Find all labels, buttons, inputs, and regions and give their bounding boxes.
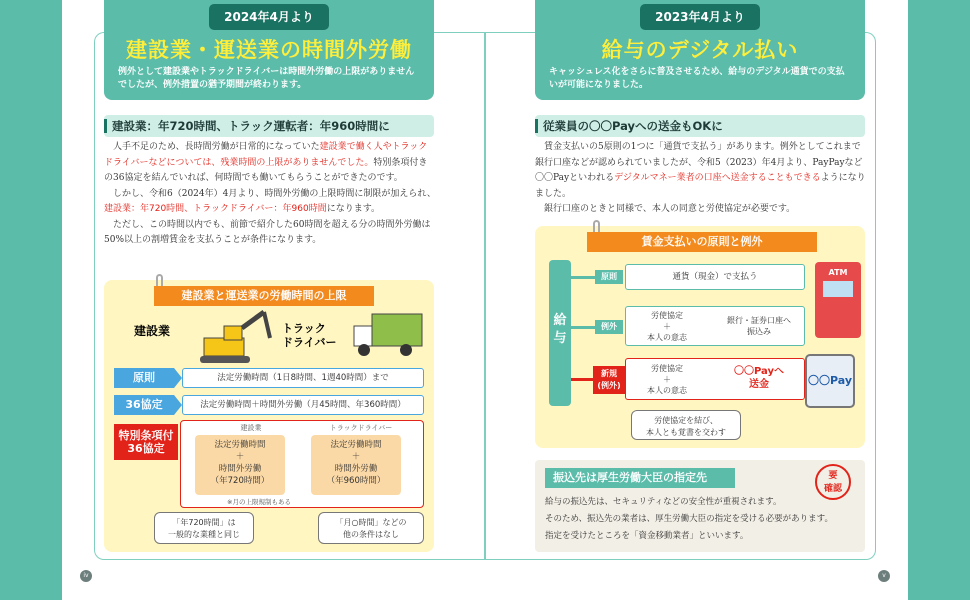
date-tab: 2023年4月より bbox=[640, 4, 760, 30]
para2-b: になります。 bbox=[326, 204, 381, 214]
para1-a: 人手不足のため、長時間労働が日常的になっていた bbox=[113, 142, 320, 152]
callout-960: 「月○時間」などの 他の条件はなし bbox=[318, 512, 424, 544]
rule-principle: 原則 bbox=[114, 368, 174, 388]
exception-result: 銀行・証券口座へ 振込み bbox=[727, 316, 791, 336]
new-cond: 労使協定 ＋ 本人の意志 bbox=[647, 364, 687, 395]
section-heading: 従業員の〇〇Payへの送金もOKに bbox=[535, 115, 865, 137]
construction-label: 建設業 bbox=[134, 324, 171, 338]
atm-icon bbox=[815, 262, 861, 338]
left-page bbox=[62, 0, 485, 600]
right-page bbox=[485, 0, 908, 600]
note-line: そのため、振込先の業者は、厚生労働大臣の指定を受ける必要があります。 bbox=[545, 514, 833, 524]
para1-a: 賃金支払いの5原則の1つに「通貨で支払う」があります。例外としてこれまで銀行口座などが認められていましたが、令和5（2023）年4月より、PayPayなど〇〇Payといわれる bbox=[535, 142, 863, 183]
designation-note bbox=[535, 460, 865, 552]
tag-exception: 例外 bbox=[595, 320, 623, 334]
tag-new: 新規 (例外) bbox=[593, 366, 625, 394]
monthly-note: ※月の上限規制もある bbox=[227, 498, 291, 506]
diagram-ribbon: 建設業と運送業の労働時間の上限 bbox=[154, 286, 374, 306]
body-text bbox=[104, 140, 436, 249]
section-heading: 建設業：年720時間、トラック運転者：年960時間に bbox=[104, 115, 434, 137]
atm-label: ATM bbox=[828, 268, 848, 277]
left-header bbox=[104, 0, 434, 100]
para2-red: 建設業：年720時間、トラックドライバー：年960時間 bbox=[104, 204, 327, 214]
truck-label: トラック ドライバー bbox=[282, 322, 337, 349]
lead-text: キャッシュレス化をさらに普及させるため、給与のデジタル通貨での支払いが可能になりました。 bbox=[549, 67, 845, 90]
arrow bbox=[571, 276, 595, 279]
special-box bbox=[180, 420, 424, 508]
para2-a: しかし、令和6（2024年）4月より、時間外労働の上限時間に制限が加えられ、 bbox=[113, 188, 436, 199]
rule-36-text: 法定労働時間＋時間外労働（月45時間、年360時間） bbox=[182, 395, 424, 415]
date-tab: 2024年4月より bbox=[209, 4, 329, 30]
tag-principle: 原則 bbox=[595, 270, 623, 284]
diagram-ribbon: 賃金支払いの原則と例外 bbox=[587, 232, 817, 252]
exception-cond: 労使協定 ＋ 本人の意志 bbox=[647, 311, 687, 342]
note-heading: 振込先は厚生労働大臣の指定先 bbox=[545, 468, 735, 488]
callout-720: 「年720時間」は 一般的な業種と同じ bbox=[154, 512, 254, 544]
arrow bbox=[571, 326, 595, 329]
rule-36: 36協定 bbox=[114, 395, 174, 415]
salary-bar: 給 与 bbox=[549, 260, 571, 406]
new-box bbox=[625, 358, 805, 400]
page-title: 建設業・運送業の時間外労働 bbox=[126, 38, 412, 62]
truck-icon bbox=[350, 310, 426, 360]
arrow bbox=[571, 378, 595, 381]
lead-text: 例外として建設業やトラックドライバーは時間外労働の上限がありませんでしたが、例外措置の猶予期間が終わります。 bbox=[118, 67, 415, 90]
note-line: 指定を受けたところを「資金移動業者」といいます。 bbox=[545, 531, 749, 541]
right-header bbox=[535, 0, 865, 100]
principle-box: 通貨（現金）で支払う bbox=[625, 264, 805, 290]
pay-label: 〇〇Pay bbox=[807, 374, 853, 387]
para2: 銀行口座のときと同様で、本人の同意と労使協定が必要です。 bbox=[544, 204, 796, 214]
sub-construction: 建設業 bbox=[240, 424, 262, 432]
para3: ただし、この時間以内でも、前節で紹介した60時間を超える分の時間外労働は50%以上の割増賃金を支払うことが条件になります。 bbox=[104, 219, 431, 245]
page-number: v bbox=[878, 570, 890, 582]
confirm-stamp: 要 確認 bbox=[815, 464, 851, 500]
agreement-callout: 労使協定を結び、 本人とも覚書を交わす bbox=[631, 410, 741, 440]
body-text bbox=[535, 140, 867, 218]
page-number: iv bbox=[80, 570, 92, 582]
new-result: 〇〇Payへ 送金 bbox=[733, 366, 785, 390]
principle-text: 法定労働時間（1日8時間、1週40時間）まで bbox=[182, 368, 424, 388]
sub-truck: トラックドライバー bbox=[329, 424, 393, 432]
para1-b: ようになりました。 bbox=[535, 173, 866, 199]
left-margin-band bbox=[0, 0, 62, 600]
exception-box bbox=[625, 306, 805, 346]
note-line: 給与の振込先は、セキュリティなどの安全性が重視されます。 bbox=[545, 497, 782, 507]
para1-b: 特別条項付きの36協定を結んでいれば、何時間でも働いてもらうことができたのです。 bbox=[104, 157, 428, 183]
para1-red: デジタルマネー業者の口座へ送金することもできる bbox=[614, 173, 821, 183]
excavator-icon bbox=[194, 308, 274, 364]
page-title: 給与のデジタル払い bbox=[601, 38, 799, 62]
right-margin-band bbox=[908, 0, 970, 600]
truck-limit: 法定労働時間 ＋ 時間外労働 （年960時間） bbox=[311, 435, 401, 495]
phone-icon bbox=[805, 354, 855, 408]
para1-red: 建設業で働く人やトラックドライバーなどについては、残業時間の上限がありませんでした。 bbox=[104, 142, 428, 168]
construction-limit: 法定労働時間 ＋ 時間外労働 （年720時間） bbox=[195, 435, 285, 495]
rule-special: 特別条項付 36協定 bbox=[114, 424, 178, 460]
payment-diagram bbox=[535, 226, 865, 448]
limits-diagram bbox=[104, 280, 434, 552]
